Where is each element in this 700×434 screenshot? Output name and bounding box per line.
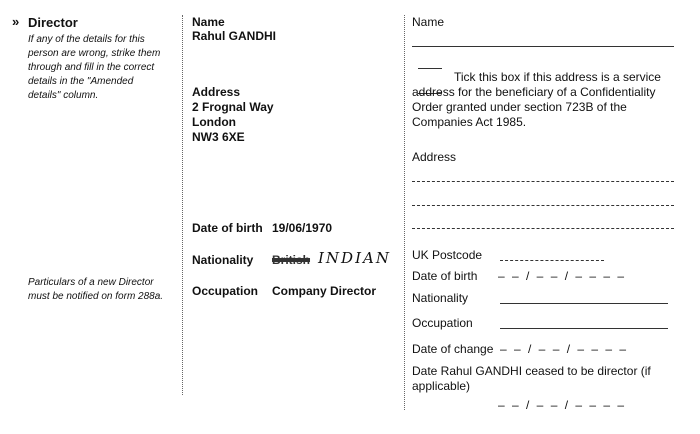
address-line-input-1[interactable] xyxy=(412,181,674,182)
amended-dob-label: Date of birth xyxy=(412,269,478,283)
occupation-value: Company Director xyxy=(272,284,377,298)
occupation-label: Occupation xyxy=(192,284,259,298)
ceased-text: Date Rahul GANDHI ceased to be director (if applicable) xyxy=(412,364,651,393)
dob-value: 19/06/1970 xyxy=(272,221,333,235)
address-line-1: 2 Frognal Way xyxy=(192,100,274,114)
name-value: Rahul GANDHI xyxy=(192,29,276,43)
address-line-input-3[interactable] xyxy=(412,228,674,229)
nationality-handwritten: INDIAN xyxy=(318,249,391,267)
amended-occupation-label: Occupation xyxy=(412,316,473,330)
address-label: Address xyxy=(192,85,241,99)
amended-occupation-input[interactable] xyxy=(500,328,668,329)
new-director-note: Particulars of a new Director must be notified on form 288a. xyxy=(28,277,164,302)
divider-left xyxy=(182,15,183,395)
nationality-label: Nationality xyxy=(192,253,254,267)
address-line-2: London xyxy=(192,115,236,129)
date-of-change-label: Date of change xyxy=(412,342,494,356)
arrow-marker: » xyxy=(12,14,20,29)
postcode-input[interactable] xyxy=(500,260,604,261)
amended-dob-input[interactable]: – – / – – / – – – – xyxy=(498,269,627,283)
divider-right xyxy=(404,15,405,410)
address-line-3: NW3 6XE xyxy=(192,130,245,144)
tick-box-text: Tick this box if this address is a service address for the beneficiary of a Confidentiality Order granted under section 723B of the Companies Act 1985. xyxy=(412,70,661,129)
name-label: Name xyxy=(192,15,225,29)
dob-label: Date of birth xyxy=(192,221,263,235)
amended-name-label: Name xyxy=(412,15,445,29)
address-line-input-2[interactable] xyxy=(412,205,674,206)
amended-postcode-label: UK Postcode xyxy=(412,248,483,262)
instructions-text: If any of the details for this person are wrong, strike them through and fill in the correct details in the "Amended details" column. xyxy=(28,34,161,101)
ceased-date-input[interactable]: – – / – – / – – – – xyxy=(498,398,627,412)
amended-name-line[interactable] xyxy=(412,46,674,47)
section-heading: Director xyxy=(28,15,78,30)
nationality-struck: British xyxy=(272,253,311,267)
amended-nationality-input[interactable] xyxy=(500,303,668,304)
amended-nationality-label: Nationality xyxy=(412,291,469,305)
date-of-change-input[interactable]: – – / – – / – – – – xyxy=(500,342,629,356)
amended-address-label: Address xyxy=(412,150,457,164)
